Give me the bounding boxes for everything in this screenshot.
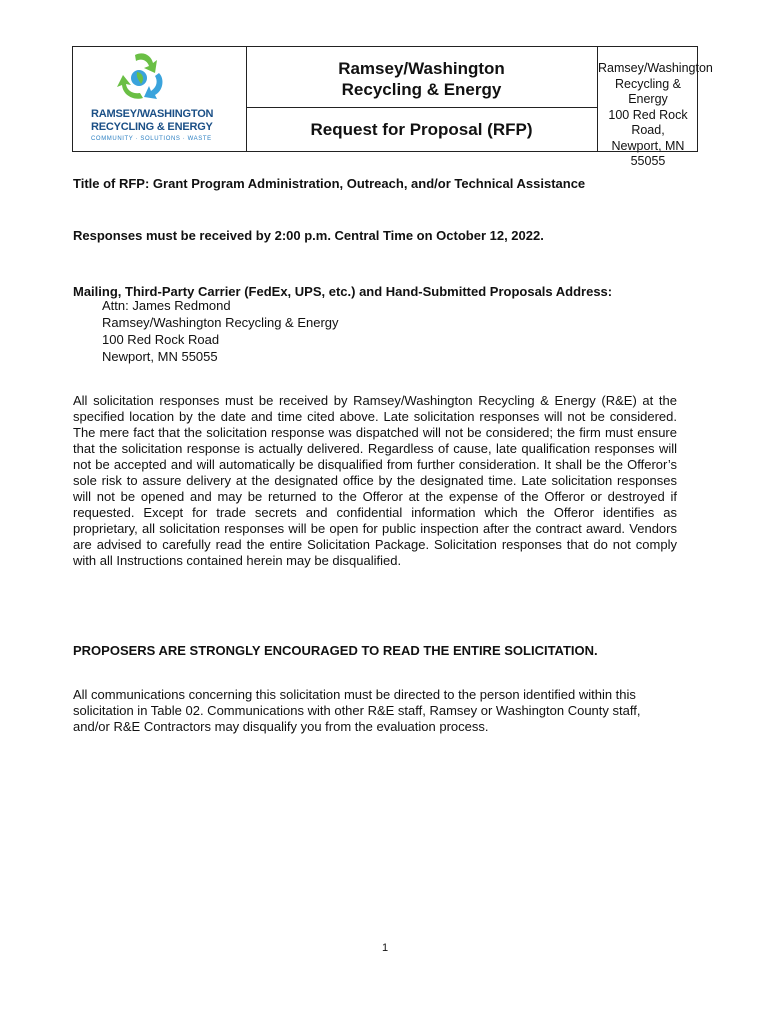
- logo-cell: [73, 47, 247, 151]
- logo-wordmark: [91, 108, 231, 134]
- org-title: [246, 58, 597, 100]
- header-address-line: 100 Red Rock Road,: [608, 107, 688, 137]
- org-title-line2: Recycling & Energy: [341, 80, 502, 99]
- header-address: [598, 61, 713, 170]
- encourage-notice: PROPOSERS ARE STRONGLY ENCOURAGED TO READ THE ENTIRE SOLICITATION.: [73, 643, 598, 658]
- mailing-address-line: 100 Red Rock Road: [102, 332, 220, 347]
- header-address-line: Ramsey/Washington: [598, 61, 713, 75]
- header-table: [72, 46, 713, 168]
- mailing-address-line: Newport, MN 55055: [102, 349, 218, 364]
- logo-tagline: COMMUNITY · SOLUTIONS · WASTE: [91, 136, 212, 142]
- mailing-heading: Mailing, Third-Party Carrier (FedEx, UPS, etc.) and Hand-Submitted Proposals Address:: [73, 284, 613, 299]
- submission-terms-paragraph: All solicitation responses must be received by Ramsey/Washington Recycling & Energy (R&E) at the specified location by the date and time cited above. Late solicitation responses will not be considered. The mere fact that the solicitation response was dispatched will not be considered; the firm must ensure that the solicitation response is actually delivered. Regardless of cause, late qualification responses will not be accepted and will automatically be disqualified from further consideration. It shall be the Offeror’s sole risk to assure delivery at the designated office by the designated time. Late solicitation responses will not be opened and may be returned to the Offeror at the expense of the Offeror or destroyed if requested. Except for trade secrets and confidential information which the Offeror identifies as proprietary, all solicitation responses will be open for public inspection after the contract award. Vendors are advised to carefully read the entire Solicitation Package. Solicitation responses that do not comply with all Instructions contained herein may be disqualified.: [73, 393, 677, 568]
- rfp-title: Request for Proposal (RFP): [310, 120, 533, 139]
- address-cell: [598, 47, 713, 168]
- recycle-logo-icon: [113, 51, 171, 105]
- rfp-title-line: Title of RFP: Grant Program Administration, Outreach, and/or Technical Assistance: [73, 176, 586, 191]
- org-title-line1: Ramsey/Washington: [338, 59, 505, 78]
- logo-name-line2: RECYCLING & ENERGY: [91, 121, 213, 133]
- logo-name-line1: RAMSEY/WASHINGTON: [91, 108, 214, 120]
- mailing-address-line: Ramsey/Washington Recycling & Energy: [102, 315, 339, 330]
- mailing-address: [102, 297, 339, 365]
- header-address-line: Recycling & Energy: [615, 76, 681, 106]
- communications-paragraph: All communications concerning this solicitation must be directed to the person identified within this solicitation in Table 02. Communications with other R&E staff, Ramsey or Washington County staff, and/or R&E Contractors may disqualify you from the evaluation process.: [73, 687, 641, 734]
- org-title-cell: [246, 47, 597, 108]
- header-address-line: Newport, MN 55055: [611, 138, 685, 168]
- page-number: 1: [381, 942, 389, 954]
- deadline-line: Responses must be received by 2:00 p.m. Central Time on October 12, 2022.: [73, 228, 544, 243]
- title-cell: [246, 47, 598, 151]
- mailing-address-line: Attn: James Redmond: [102, 298, 231, 313]
